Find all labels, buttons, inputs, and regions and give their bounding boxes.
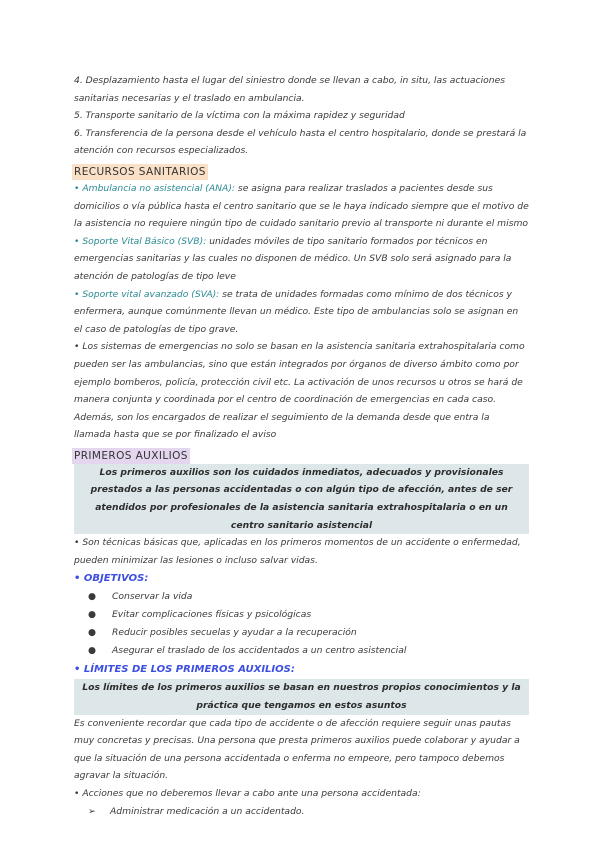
recurso-svb bbox=[74, 233, 529, 286]
arrow-bullet-icon: ➢ bbox=[88, 805, 96, 817]
list-item bbox=[88, 624, 529, 642]
intro-item-4: 4. Desplazamiento hasta el lugar del siniestro donde se llevan a cabo, in situ, las actuaciones sanitarias necesarias y el traslado en ambulancia. bbox=[74, 75, 506, 104]
recurso-text: se asigna para realizar traslados a pacientes desde sus domicilios o vía pública hasta el centro sanitario que se le haya indicado siempre que el motivo de la asistencia no requiere ningún tipo de cuidado sanitario previo al transporte ni durante el mismo bbox=[74, 182, 529, 230]
acciones-intro: • Acciones que no deberemos llevar a cabo ante una persona accidentada: bbox=[74, 788, 421, 799]
recursos-paragraph: • Los sistemas de emergencias no solo se basan en la asistencia sanitaria extrahospitalaria como pueden ser las ambulancias, sino que están integrados por órganos de diverso ámbito como por ejemplo bomberos, policía, protección civil etc. La activación de unos recursos u otros se hará de manera conjunta y coordinada por el centro de coordinación de emergencias en cada caso. Además, son los encargados de realizar el seguimiento de la demanda desde que entra la llamada hasta que se por finalizado el aviso bbox=[74, 341, 525, 441]
limites-heading: • LÍMITES DE LOS PRIMEROS AUXILIOS: bbox=[74, 664, 295, 676]
list-item-text: Asegurar el traslado de los accidentados a un centro asistencial bbox=[112, 645, 407, 657]
definition-box: Los primeros auxilios son los cuidados inmediatos, adecuados y provisionales prestados a las personas accidentadas o con algún tipo de afección, antes de ser atendidos por profesionales de la asistencia sanitaria extrahospitalaria o en un centro sanitario asistencial bbox=[74, 464, 529, 534]
recurso-ana bbox=[74, 180, 529, 233]
recurso-text: se trata de unidades formadas como mínimo de dos técnicos y enfermera, aunque comúnmente llevan un médico. Este tipo de ambulancias solo se asignan en el caso de patologías de tipo grave. bbox=[74, 288, 519, 335]
intro-item-5: 5. Transporte sanitario de la víctima con la máxima rapidez y seguridad bbox=[74, 110, 405, 122]
limites-paragraph: Es conveniente recordar que cada tipo de accidente o de afección requiere seguir unas pautas muy concretas y precisas. Una persona que presta primeros auxilios puede colaborar y ayudar a que la situación de una persona accidentada o enferma no empeore, pero tampoco debemos agravar la situación. bbox=[74, 717, 520, 782]
limites-heading-text: LÍMITES DE LOS PRIMEROS AUXILIOS: bbox=[83, 664, 295, 676]
definition-paragraph: • Son técnicas básicas que, aplicadas en los primeros momentos de un accidente o enfermedad, pueden minimizar las lesiones o incluso salvar vidas. bbox=[74, 537, 521, 566]
objetivos-heading: • OBJETIVOS: bbox=[74, 573, 149, 585]
list-item-text: Administrar medicación a un accidentado. bbox=[110, 805, 305, 817]
section-heading-recursos: RECURSOS SANITARIOS bbox=[74, 165, 206, 178]
recurso-term: • Soporte Vital Básico (SVB): bbox=[74, 235, 207, 247]
objetivos-heading-text: OBJETIVOS: bbox=[83, 573, 149, 585]
section-heading-primeros-auxilios: PRIMEROS AUXILIOS bbox=[74, 449, 188, 462]
objetivos-list bbox=[74, 588, 529, 660]
list-item bbox=[88, 588, 529, 606]
recurso-text: unidades móviles de tipo sanitario formados por técnicos en emergencias sanitarias y las cuales no disponen de médico. Un SVB solo será asignado para la atención de patologías de tipo leve bbox=[74, 235, 512, 282]
limites-box: Los límites de los primeros auxilios se basan en nuestros propios conocimientos y la práctica que tengamos en estos asuntos bbox=[74, 679, 529, 714]
bullet-icon: ● bbox=[88, 609, 97, 621]
bullet-icon: ● bbox=[88, 627, 97, 639]
document-page bbox=[74, 72, 529, 821]
list-item bbox=[74, 803, 529, 821]
intro-item-6: 6. Transferencia de la persona desde el vehículo hasta el centro hospitalario, donde se prestará la atención con recursos especializados. bbox=[74, 127, 527, 157]
bullet-icon: ● bbox=[88, 645, 97, 657]
recurso-term: • Ambulancia no asistencial (ANA): bbox=[74, 182, 236, 194]
recurso-term: • Soporte vital avanzado (SVA): bbox=[74, 288, 220, 300]
recurso-sva bbox=[74, 286, 529, 339]
list-item bbox=[88, 606, 529, 624]
list-item-text: Conservar la vida bbox=[112, 591, 193, 603]
bullet-icon: ● bbox=[88, 591, 97, 603]
list-item-text: Reducir posibles secuelas y ayudar a la recuperación bbox=[112, 627, 357, 639]
list-item bbox=[88, 642, 529, 660]
list-item-text: Evitar complicaciones físicas y psicológicas bbox=[112, 609, 312, 621]
